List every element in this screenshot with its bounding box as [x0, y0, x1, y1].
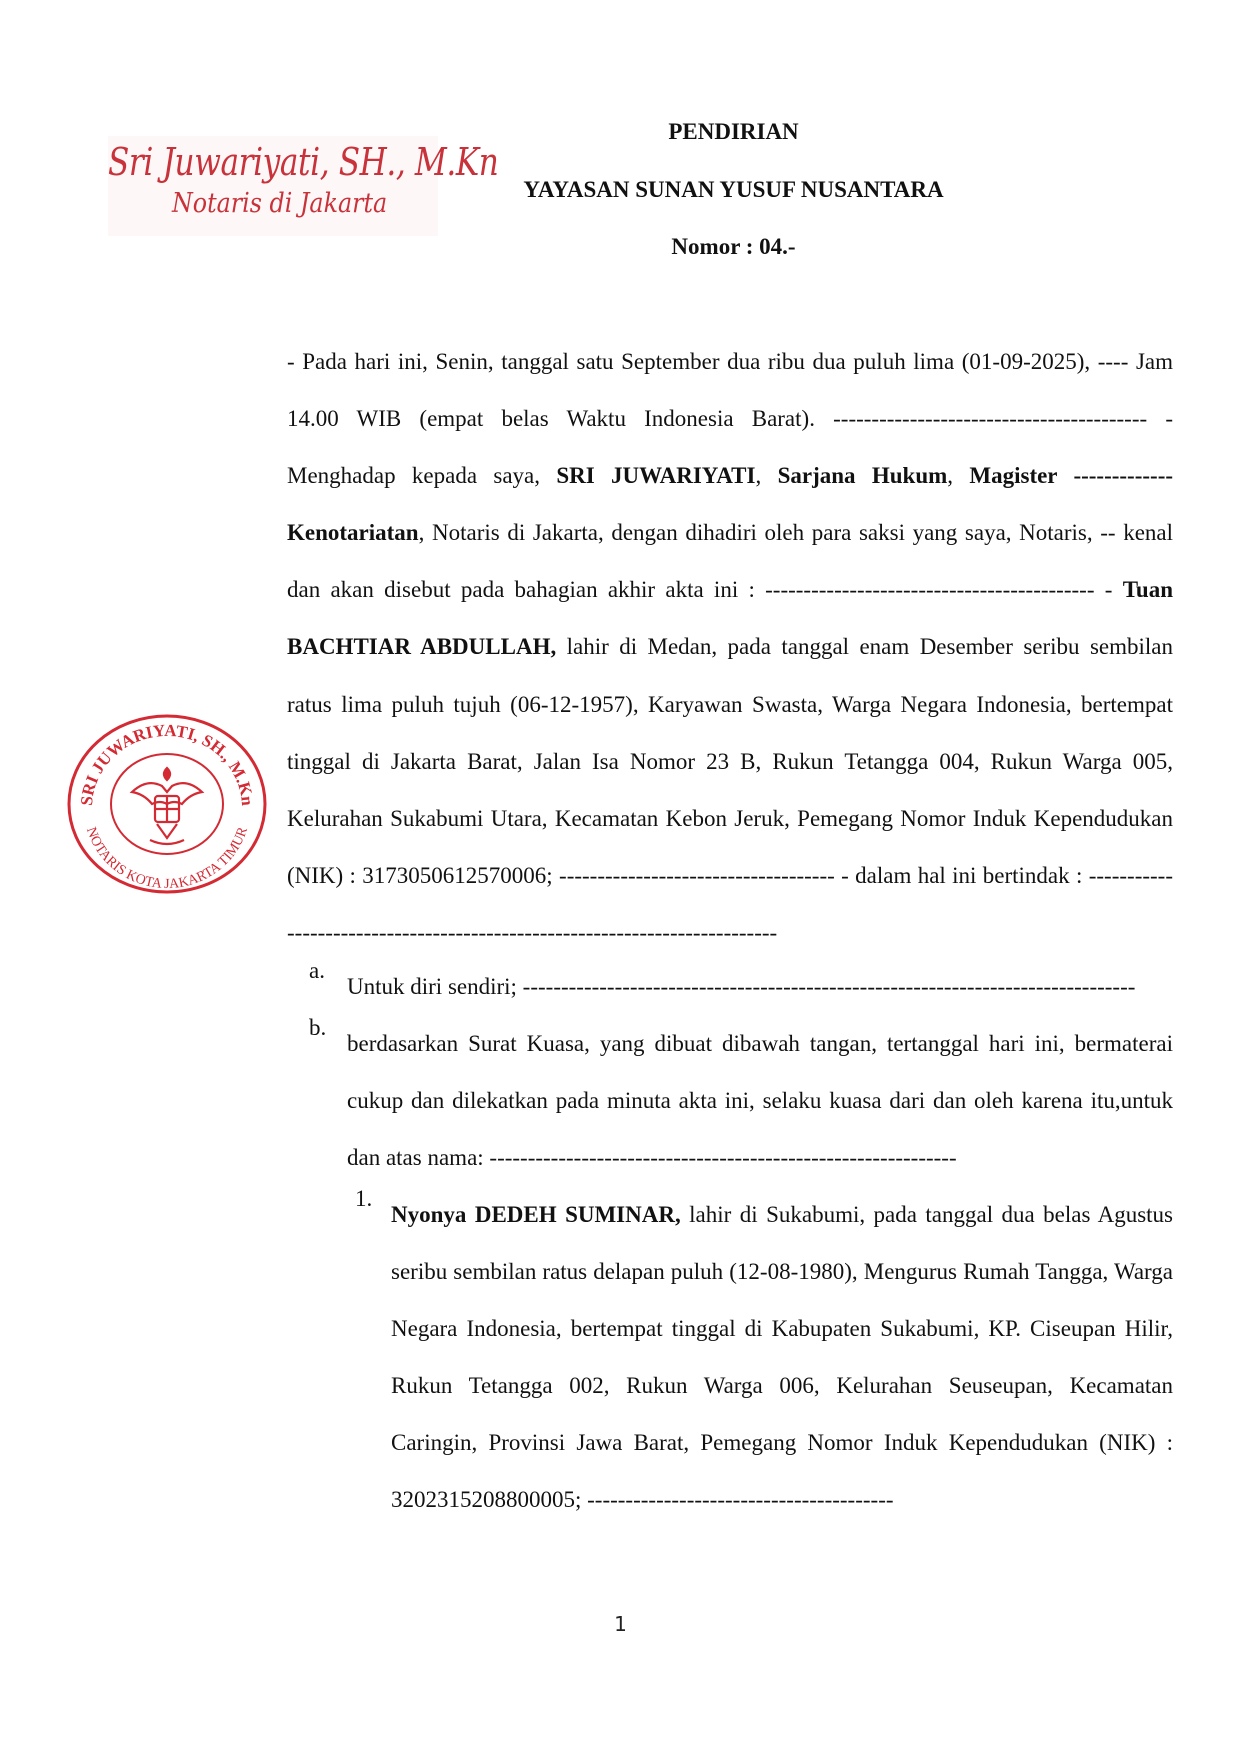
seal-top-text: SRI JUWARIYATI, SH., M.Kn [76, 720, 258, 807]
page-number: 1 [614, 1612, 627, 1636]
notary-logo-name: Sri Juwariyati, SH., M.Kn [108, 140, 499, 184]
deed-number: Nomor : 04.- [671, 234, 796, 259]
garuda-emblem-icon [132, 768, 202, 844]
list-item-1: Nyonya DEDEH SUMINAR, lahir di Sukabumi, pada tanggal dua belas Agustus seribu sembilan ratus delapan puluh (12-08-1980), Mengurus Rumah Tangga, Warga Negara Indonesia, bertempat tinggal di Kabupaten Sukabumi, KP. Ciseupan Hilir, Rukun Tetangga 002, Rukun Warga 006, Kelurahan Seuseupan, Kecamatan Caringin, Provinsi Jawa Barat, Pemegang Nomor Induk Kependudukan (NIK) : 3202315208800005; ---------------------------------------- [391, 1202, 1173, 1513]
notary-seal-stamp [62, 708, 272, 894]
list-marker-a: a. [309, 958, 325, 983]
seal-bottom-text: NOTARIS KOTA JAKARTA TIMUR [82, 825, 252, 893]
deed-opening-paragraph: - Pada hari ini, Senin, tanggal satu September dua ribu dua puluh lima (01-09-2025), ---- Jam 14.00 WIB (empat belas Waktu Indonesia Barat). ----------------------------------------- - Menghadap kepada saya, SRI JUWARIYATI, Sarjana Hukum, Magister ------------- Kenotariatan, Notaris di Jakarta, dengan dihadiri oleh para saksi yang saya, Notaris, -- kenal dan akan disebut pada bahagian akhir akta ini : ------------------------------------------- - Tuan BACHTIAR ABDULLAH, lahir di Medan, pada tanggal enam Desember seribu sembilan ratus lima puluh tujuh (06-12-1957), Karyawan Swasta, Warga Negara Indonesia, bertempat tinggal di Jakarta Barat, Jalan Isa Nomor 23 B, Rukun Tetangga 004, Rukun Warga 005, Kelurahan Sukabumi Utara, Kecamatan Kebon Jeruk, Pemegang Nomor Induk Kependudukan (NIK) : 3173050612570006; ------------------------------------ - dalam hal ini bertindak : --------------------------------------------------------------------------- [287, 349, 1174, 945]
deed-title: PENDIRIAN [668, 119, 799, 144]
foundation-name: YAYASAN SUNAN YUSUF NUSANTARA [523, 177, 944, 202]
list-marker-b: b. [309, 1015, 327, 1040]
list-item-b: berdasarkan Surat Kuasa, yang dibuat dibawah tangan, tertanggal hari ini, bermaterai cukup dan dilekatkan pada minuta akta ini, selaku kuasa dari dan oleh karena itu,untuk dan atas nama: ------------------------------------------------------------- [347, 1031, 1173, 1171]
list-item-a: Untuk diri sendiri; -------------------------------------------------------------------------------- [347, 974, 1136, 999]
list-marker-1: 1. [355, 1186, 373, 1211]
notary-logo-subtitle: Notaris di Jakarta [172, 188, 388, 219]
